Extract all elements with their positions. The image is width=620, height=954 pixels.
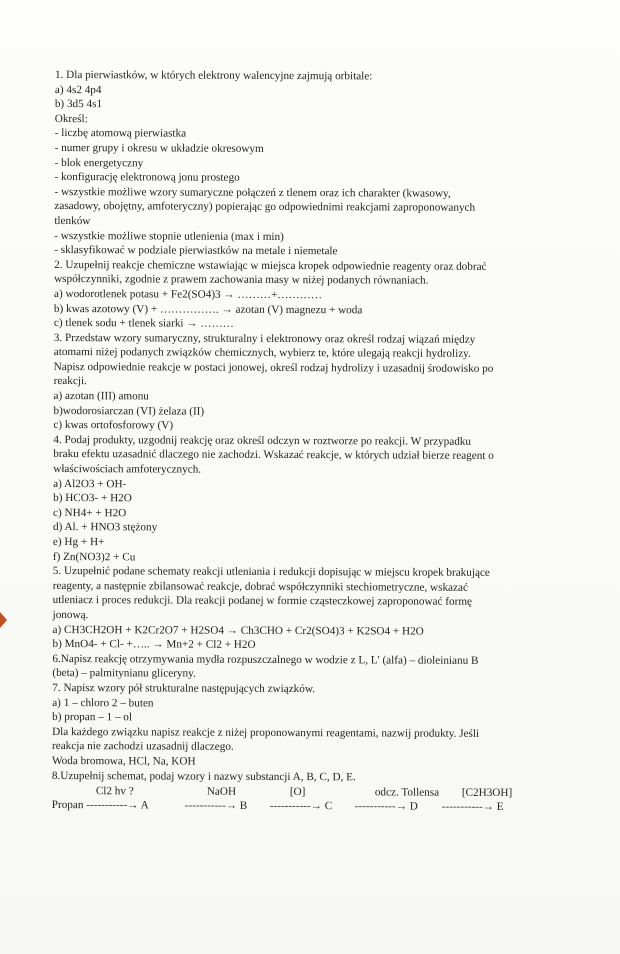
scheme-condition: NaOH bbox=[206, 785, 237, 798]
text-line: a) 4s2 4p4 bbox=[54, 83, 102, 96]
text-line: b) propan – 1 – ol bbox=[52, 711, 133, 724]
text-line: b)wodorosiarczan (VI) żelaza (II) bbox=[53, 404, 205, 418]
text-line: 5. Uzupełnić podane schematy reakcji utleniania i redukcji dopisując w miejscu kropek brakujące bbox=[52, 565, 490, 580]
reaction-scheme bbox=[52, 784, 572, 816]
text-line: - wszystkie możliwe stopnie utlenienia (max i min) bbox=[54, 229, 284, 243]
text-line: reakcja nie zachodzi uzasadnij dlaczego. bbox=[52, 740, 234, 754]
text-line: 6.Napisz reakcję otrzymywania mydła rozpuszczalnego w wodzie z L, L' (alfa) – dioleinianu B bbox=[52, 652, 479, 667]
scheme-step: -----------→ D bbox=[354, 800, 418, 813]
text-line: 1. Dla pierwiastków, w których elektrony walencyjne zajmują orbitale: bbox=[54, 68, 373, 83]
text-line: Określ: bbox=[54, 112, 88, 125]
text-line: c) kwas ortofosforowy (V) bbox=[53, 419, 174, 432]
text-line: e) Hg + H+ bbox=[52, 535, 105, 549]
text-line: braku efektu uzasadnić dlaczego nie zachodzi. Wskazać reakcje, w których udział bierze reagent o bbox=[53, 448, 494, 463]
scheme-condition: [C2H3OH] bbox=[461, 786, 513, 800]
text-line: - sklasyfikować w podziale pierwiastków na metale i niemetale bbox=[54, 244, 338, 258]
text-line: c) tlenek sodu + tlenek siarki → ……… bbox=[53, 317, 234, 330]
text-line: - konfigurację elektronową jonu prostego bbox=[54, 171, 240, 184]
page-edge-marker bbox=[0, 612, 7, 628]
scheme-step: -----------→ B bbox=[184, 799, 248, 812]
text-line: zasadowy, obojętny, amfoteryczny) popierając go odpowiednimi reakcjami zaproponowanych bbox=[54, 200, 476, 215]
text-line: a) CH3CH2OH + K2Cr2O7 + H2SO4 → Ch3CHO + Cr2(SO4)3 + K2SO4 + H2O bbox=[52, 623, 424, 638]
text-line: reakcji. bbox=[53, 375, 87, 388]
text-line: b) 3d5 4s1 bbox=[54, 98, 103, 111]
text-line: d) Al. + HNO3 stężony bbox=[52, 521, 158, 534]
scheme-step: Propan -----------→ A bbox=[51, 799, 149, 812]
text-line: (beta) – palmitynianu gliceryny. bbox=[52, 667, 196, 680]
text-line: 7. Napisz wzory pół strukturalne następujących związków. bbox=[52, 681, 316, 696]
text-line: 4. Podaj produkty, uzgodnij reakcję oraz określ odczyn w roztworze po reakcji. W przypadku bbox=[53, 433, 472, 448]
text-line: Napisz odpowiednie reakcje w postaci jonowej, określ rodzaj hydrolizy i uzasadnij środowisko po bbox=[53, 360, 494, 375]
document-body bbox=[52, 68, 575, 816]
text-line: c) NH4+ + H2O bbox=[53, 506, 127, 520]
text-line: tlenków bbox=[54, 214, 91, 228]
text-line: Woda bromowa, HCl, Na, KOH bbox=[51, 754, 196, 768]
text-line: - numer grupy i okresu w układzie okresowym bbox=[54, 141, 264, 155]
scheme-condition: [O] bbox=[289, 786, 306, 799]
text-line: b) kwas azotowy (V) + ……………. → azotan (V) magnezu + woda bbox=[53, 302, 363, 316]
scheme-step: -----------→ C bbox=[269, 800, 333, 813]
text-line: reagenty, a następnie zbilansować reakcje, dobrać współczynniki stechiometryczne, wskazać bbox=[52, 579, 468, 594]
text-line: a) wodorotlenek potasu + Fe2(SO4)3 → ………+………… bbox=[53, 287, 323, 302]
text-line: f) Zn(NO3)2 + Cu bbox=[52, 550, 136, 563]
text-line: współczynniki, zgodnie z prawem zachowania masy w niżej podanych równaniach. bbox=[54, 273, 429, 287]
text-line: 2. Uzupełnij reakcje chemiczne wstawiając w miejsca kropek odpowiednie reagenty oraz dobrać bbox=[54, 258, 487, 273]
text-line: jonową. bbox=[52, 608, 89, 622]
scheme-step: -----------→ E bbox=[441, 800, 504, 814]
text-line: Dla każdego związku napisz reakcje z niżej proponowanymi reagentami, nazwij produkty. Jeśli bbox=[52, 725, 480, 740]
text-line: b) MnO4- + Cl- +….. → Mn+2 + Cl2 + H2O bbox=[52, 638, 256, 652]
text-line: utleniacz i proces redukcji. Dla reakcji podanej w formie cząsteczkowej zaproponować formę bbox=[52, 594, 473, 609]
text-line: 3. Przedstaw wzory sumaryczny, strukturalny i elektronowy oraz określ rodzaj wiązań między bbox=[53, 331, 476, 346]
scheme-condition: Cl2 hv ? bbox=[95, 785, 134, 798]
text-line: b) HCO3- + H2O bbox=[53, 492, 132, 505]
text-line: a) 1 – chloro 2 – buten bbox=[52, 696, 154, 709]
text-line: atomami niżej podanych związków chemicznych, wybierz te, które ulegają reakcji hydrolizy. bbox=[53, 346, 471, 361]
text-line: 8.Uzupełnij schemat, podaj wzory i nazwy substancji A, B, C, D, E. bbox=[51, 769, 356, 783]
text-line: - liczbę atomową pierwiastka bbox=[54, 127, 187, 140]
scheme-condition: odcz. Tollensa bbox=[374, 786, 440, 799]
text-line: - blok energetyczny bbox=[54, 156, 144, 169]
text-line: właściwościach amfoterycznych. bbox=[53, 463, 202, 476]
text-line: - wszystkie możliwe wzory sumaryczne połączeń z tlenem oraz ich charakter (kwasowy, bbox=[54, 185, 451, 200]
text-line: a) Al2O3 + OH- bbox=[53, 477, 127, 490]
text-line: a) azotan (III) amonu bbox=[53, 390, 149, 403]
